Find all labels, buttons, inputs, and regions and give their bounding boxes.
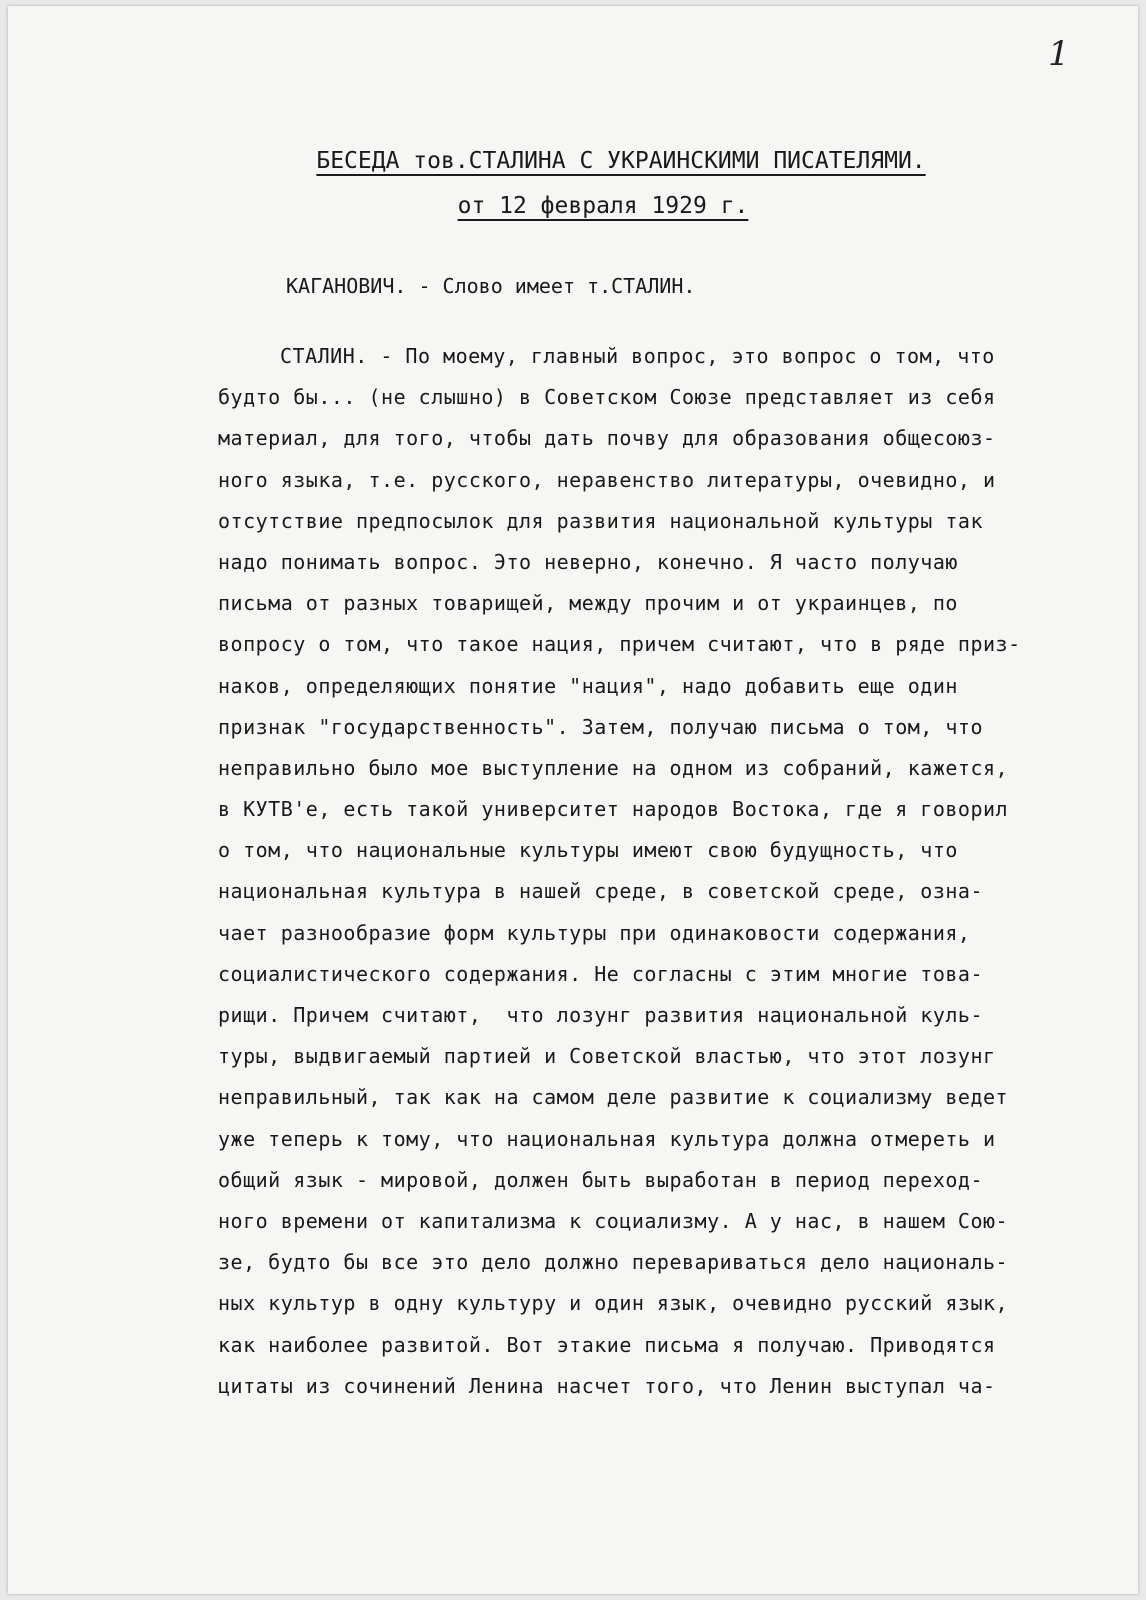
body-line: будто бы... (не слышно) в Советском Союзе представляет из себя: [218, 385, 996, 410]
page-number: 1: [1048, 34, 1070, 74]
body-line: о том, что национальные культуры имеют свою будущность, что: [218, 838, 958, 863]
body-line: в КУТВ'е, есть такой университет народов Востока, где я говорил: [218, 797, 1009, 822]
body-line: неправильный, так как на самом деле развитие к социализму ведет: [218, 1085, 1009, 1110]
document-page: [8, 6, 1138, 1594]
body-line: общий язык - мировой, должен быть выработан в период переход-: [218, 1167, 984, 1192]
body-line: ных культур в одну культуру и один язык, очевидно русский язык,: [218, 1291, 1009, 1316]
body-line: национальная культура в нашей среде, в советской среде, озна-: [218, 879, 984, 904]
body-text: [218, 336, 1098, 1407]
body-line: цитаты из сочинений Ленина насчет того, что Ленин выступал ча-: [218, 1373, 996, 1398]
body-line: ного времени от капитализма к социализму. А у нас, в нашем Сою-: [218, 1208, 1009, 1233]
document-date: от 12 февраля 1929 г.: [457, 193, 749, 219]
document-title: БЕСЕДА тов.СТАЛИНА С УКРАИНСКИМИ ПИСАТЕЛЯМИ.: [316, 148, 926, 174]
body-line: надо понимать вопрос. Это неверно, конечно. Я часто получаю: [218, 549, 958, 574]
body-line: отсутствие предпосылок для развития национальной культуры так: [218, 508, 984, 533]
body-line: материал, для того, чтобы дать почву для образования общесоюз-: [218, 426, 996, 451]
body-line: чает разнообразие форм культуры при одинаковости содержания,: [218, 920, 971, 945]
body-line: социалистического содержания. Не согласны с этим многие това-: [218, 961, 984, 986]
body-line: наков, определяющих понятие "нация", надо добавить еще один: [218, 673, 958, 698]
body-line: СТАЛИН. - По моему, главный вопрос, это вопрос о том, что: [280, 344, 995, 368]
body-line: рищи. Причем считают, что лозунг развития национальной куль-: [218, 1003, 984, 1027]
body-line: ного языка, т.е. русского, неравенство литературы, очевидно, и: [218, 467, 996, 492]
body-line: как наиболее развитой. Вот этакие письма я получаю. Приводятся: [218, 1332, 996, 1357]
body-line: неправильно было мое выступление на одном из собраний, кажется,: [218, 755, 1009, 780]
body-line: уже теперь к тому, что национальная культура должна отмереть и: [218, 1126, 996, 1151]
body-line: туры, выдвигаемый партией и Советской властью, что этот лозунг: [218, 1044, 996, 1069]
opening-remark: КАГАНОВИЧ. - Слово имеет т.СТАЛИН.: [286, 274, 696, 298]
body-line: зе, будто бы все это дело должно перевариваться дело националь-: [218, 1250, 1009, 1275]
body-line: письма от разных товарищей, между прочим и от украинцев, по: [218, 591, 958, 616]
body-line: признак "государственность". Затем, получаю письма о том, что: [218, 714, 984, 739]
body-line: вопросу о том, что такое нация, причем считают, что в ряде приз-: [218, 632, 1021, 657]
